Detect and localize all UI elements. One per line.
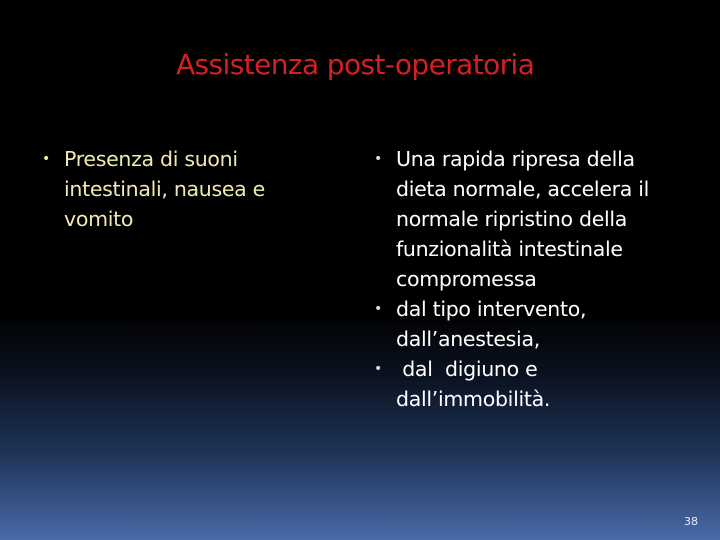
bullet-text: dal digiuno e dall’immobilità. — [396, 357, 551, 411]
bullet-item — [370, 354, 680, 414]
left-bullet-list — [38, 144, 308, 234]
right-bullet-list — [370, 144, 680, 414]
bullet-text: dal tipo intervento, dall’anestesia, — [396, 297, 587, 351]
bullet-dot-icon: • — [42, 151, 50, 167]
bullet-dot-icon: • — [374, 151, 382, 167]
bullet-dot-icon: • — [374, 361, 382, 377]
slide-title: Assistenza post-operatoria — [176, 48, 535, 81]
slide-number: 38 — [684, 515, 698, 528]
bullet-text: Presenza di suoni intestinali, nausea e vomito — [64, 147, 265, 231]
bullet-item — [370, 294, 680, 354]
bullet-dot-icon: • — [374, 301, 382, 317]
bullet-item — [38, 144, 308, 234]
bullet-item — [370, 144, 680, 294]
bullet-text: Una rapida ripresa della dieta normale, accelera il normale ripristino della funzionalità intestinale compromessa — [396, 147, 650, 291]
